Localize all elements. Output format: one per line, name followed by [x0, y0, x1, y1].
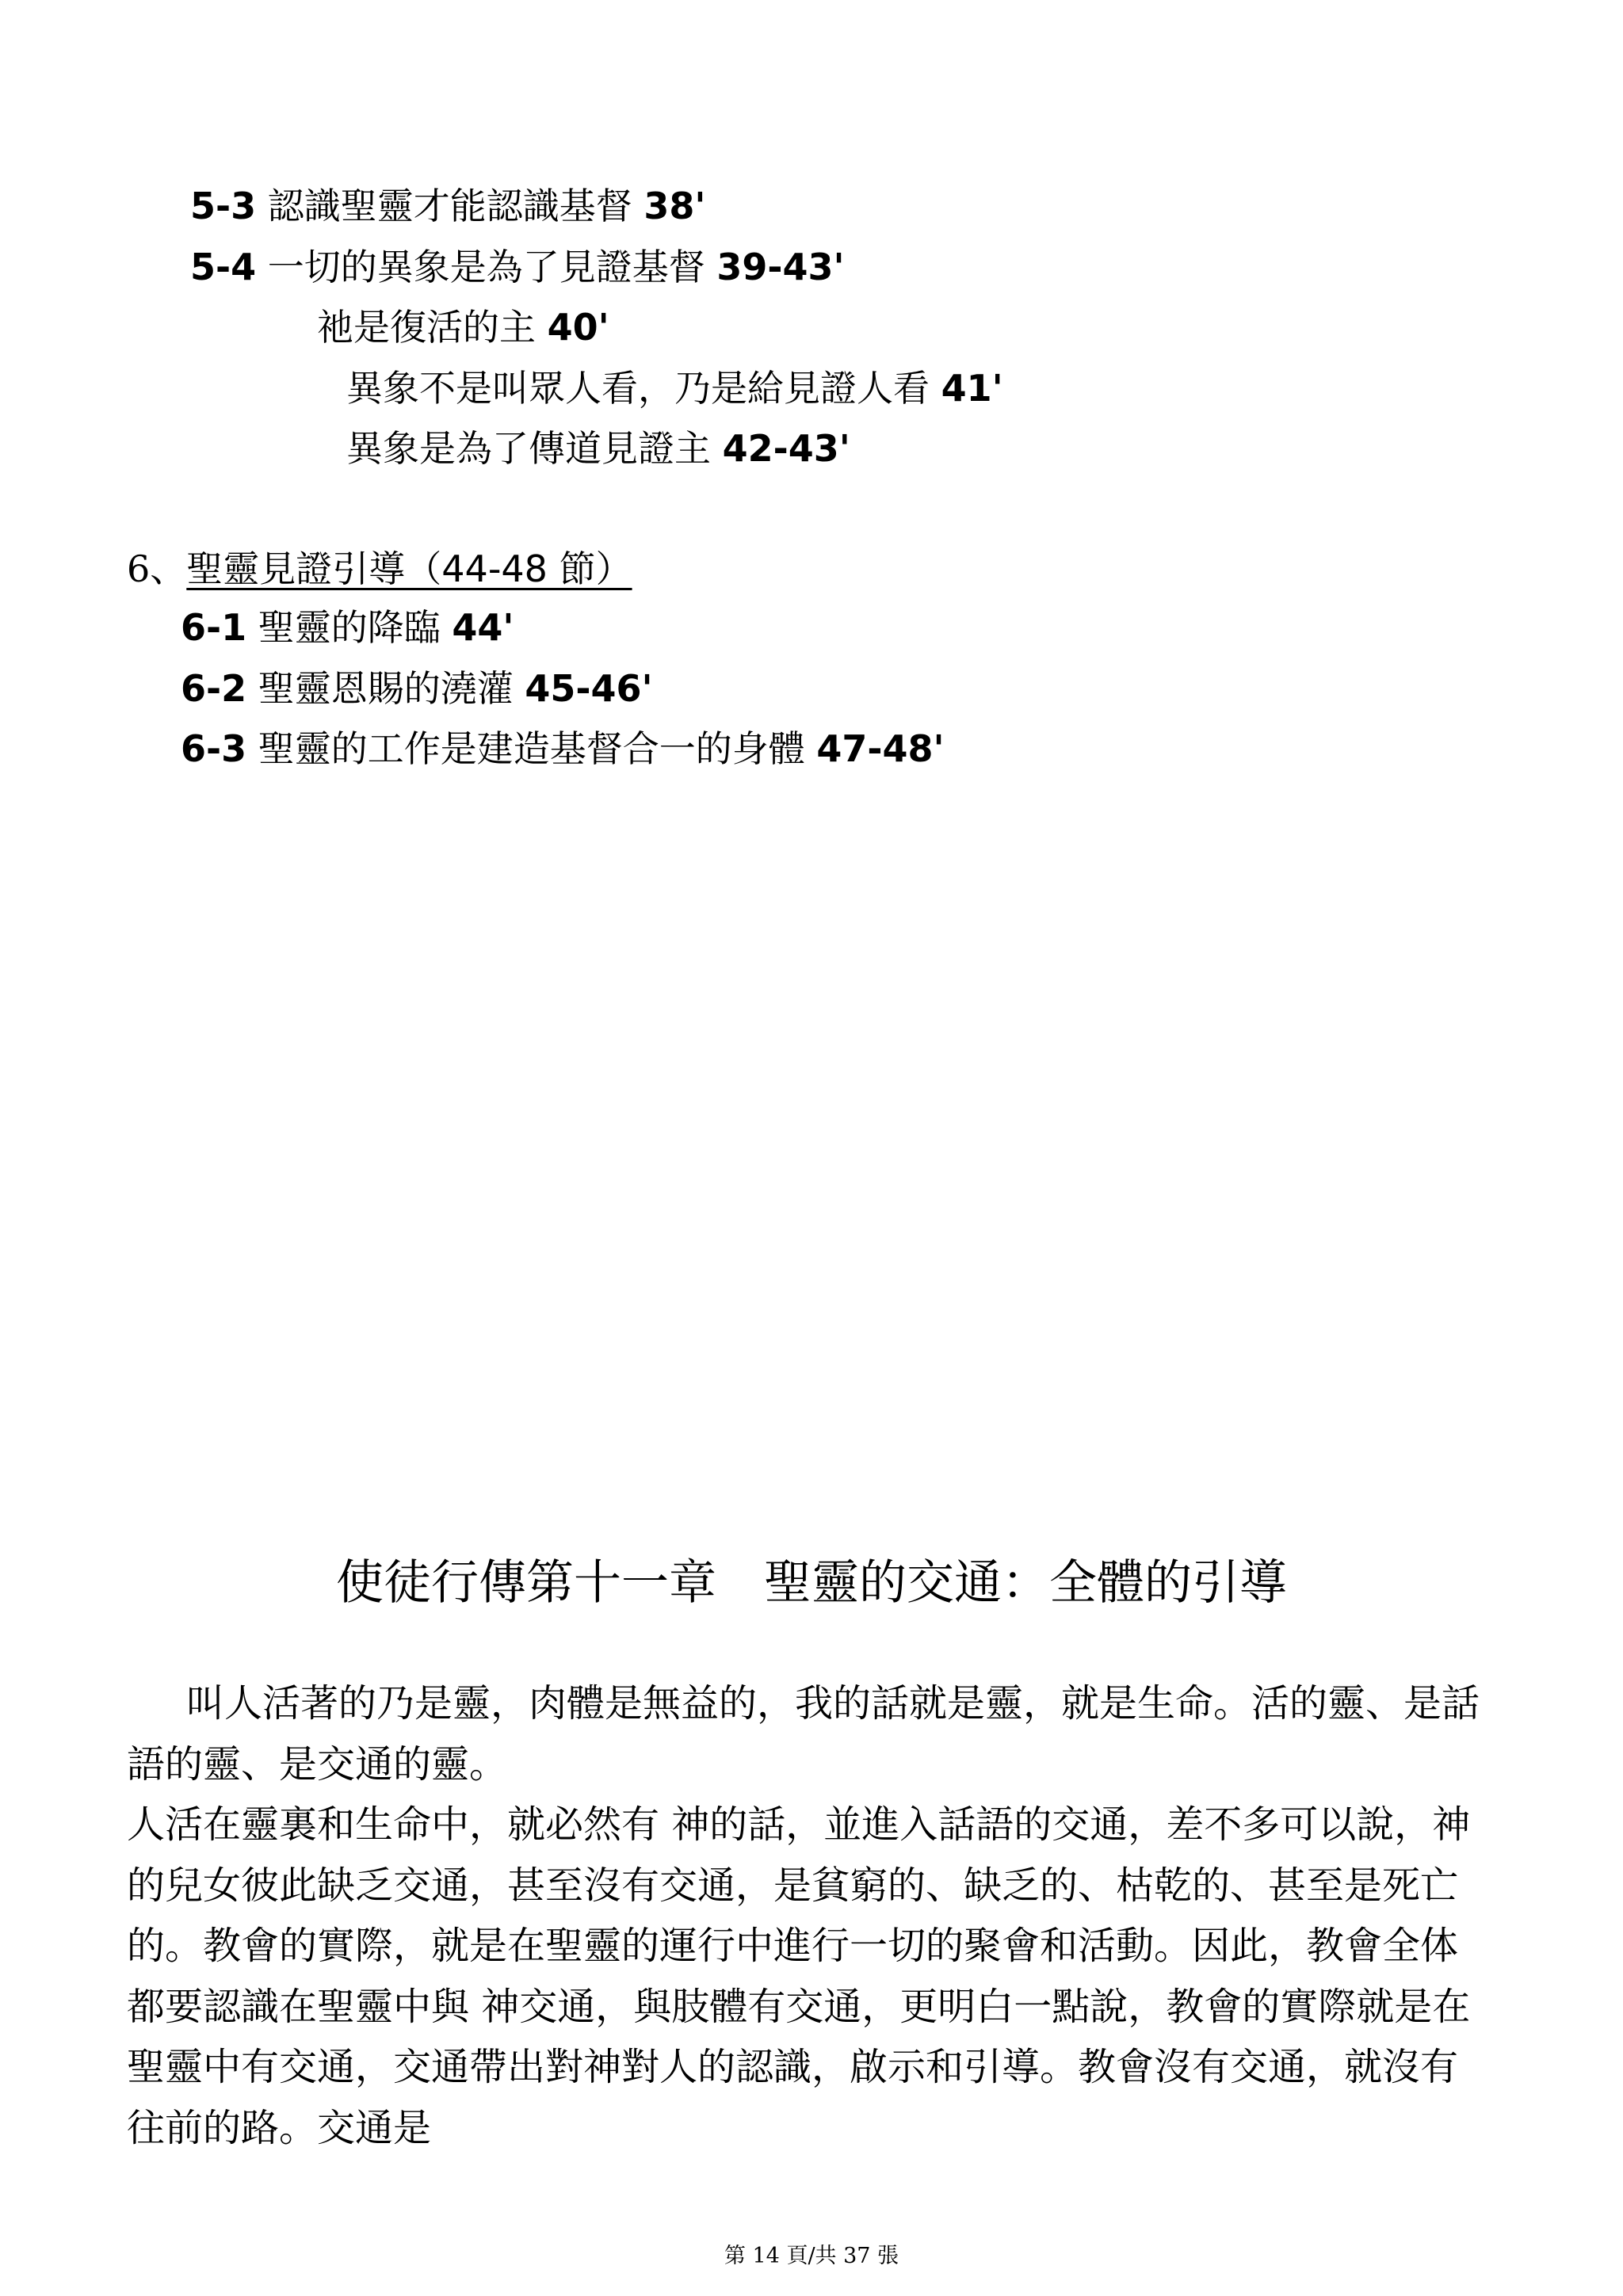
- item-text: 聖靈的工作是建造基督合一的身體: [258, 727, 805, 770]
- item-number: 6-2: [181, 667, 247, 710]
- item-text: 異象不是叫眾人看，乃是給見證人看: [346, 367, 930, 410]
- verse-reference: 38': [643, 185, 706, 227]
- item-text: 認識聖靈才能認識基督: [267, 185, 632, 227]
- section-6-heading: [127, 545, 632, 593]
- verse-reference: 44': [452, 606, 514, 649]
- outline-item-6-3: [181, 725, 945, 772]
- item-number: 6-1: [181, 606, 247, 649]
- item-text: 祂是復活的主: [317, 306, 536, 349]
- outline-item-5-3: [190, 182, 705, 230]
- chapter-body: [127, 1673, 1490, 2158]
- outline-subitem-2: [346, 364, 1003, 412]
- verse-reference: 40': [547, 306, 609, 349]
- verse-reference: 41': [941, 367, 1003, 410]
- page-number: 第 14 頁/共 37 張: [724, 2244, 899, 2268]
- outline-item-6-1: [181, 604, 514, 651]
- item-text: 聖靈的降臨: [258, 606, 441, 649]
- item-number: 5-4: [190, 246, 257, 288]
- outline-subitem-3: [346, 425, 850, 472]
- paragraph: 人活在靈裏和生命中，就必然有 神的話，並進入話語的交通，差不多可以說，神 的兒女彼此缺乏交通，甚至沒有交通，是貧窮的、缺乏的、枯乾的、甚至是死亡的。教會的實際，就是在聖靈的運行中進行一切的聚會和活動。因此，教會全体都要認識在聖靈中與 神交通，與肢體有交通，更明白一點說，教會的實際就是在聖靈中有交通，交通帶出對神對人的認識，啟示和引導。教會沒有交通，就沒有往前的路。交通是: [127, 1802, 1471, 2150]
- paragraph: 叫人活著的乃是靈，肉體是無益的，我的話就是靈，就是生命。活的靈、是話語的靈、是交通的靈。: [127, 1681, 1480, 1787]
- item-text: 異象是為了傳道見證主: [346, 427, 711, 470]
- verse-reference: 42-43': [722, 427, 850, 470]
- verse-reference: 45-46': [525, 667, 653, 710]
- section-title: 聖靈見證引導（44-48 節）: [186, 547, 632, 590]
- chapter-title: 使徒行傳第十一章 聖靈的交通：全體的引導: [336, 1555, 1287, 1611]
- item-text: 一切的異象是為了見證基督: [267, 246, 705, 288]
- outline-item-5-4: [190, 243, 845, 291]
- verse-reference: 39-43': [716, 246, 845, 288]
- section-number: 6、: [127, 547, 187, 590]
- outline-item-6-2: [181, 665, 653, 712]
- outline-subitem-1: [317, 303, 609, 351]
- item-text: 聖靈恩賜的澆灌: [258, 667, 514, 710]
- item-number: 5-3: [190, 185, 257, 227]
- item-number: 6-3: [181, 727, 247, 770]
- verse-reference: 47-48': [816, 727, 945, 770]
